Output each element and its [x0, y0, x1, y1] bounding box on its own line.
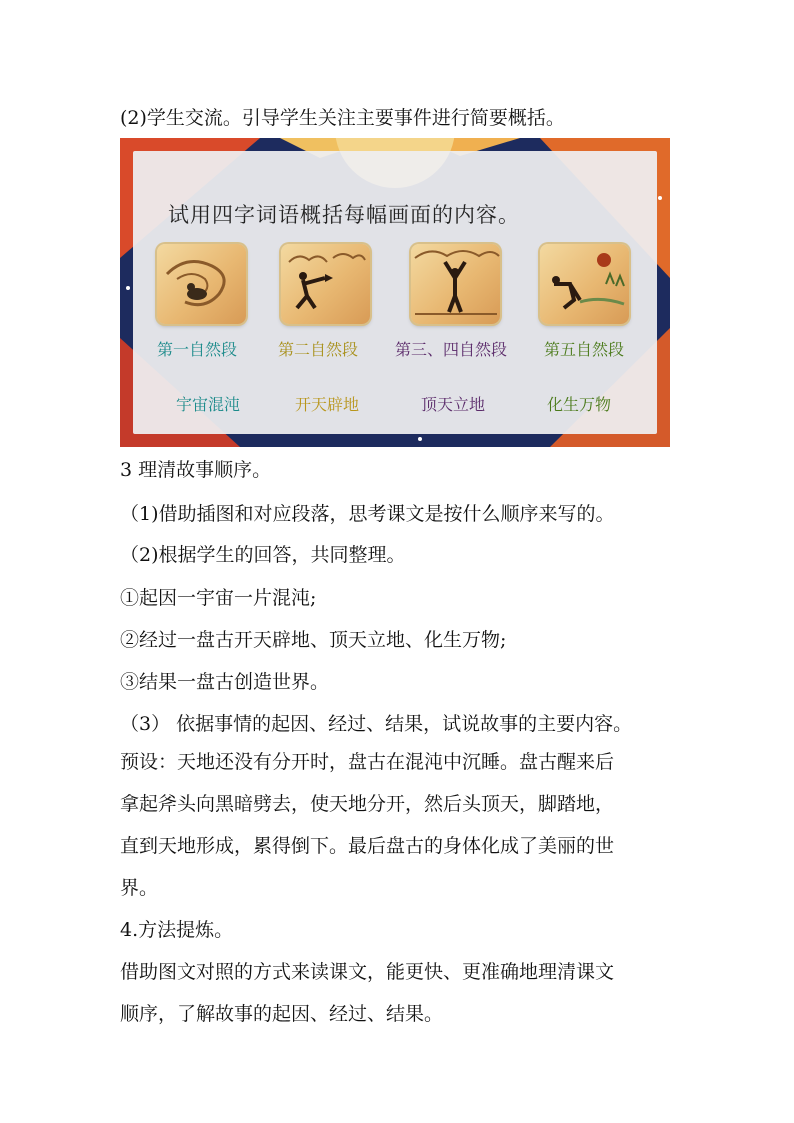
illustration-split [281, 244, 370, 324]
paragraph-label-2: 第二自然段 [278, 340, 359, 359]
text-line-10: 拿起斧头向黑暗劈去，使天地分开，然后头顶天，脚踏地， [120, 793, 615, 815]
slide-panel [133, 151, 657, 434]
text-line-5: ①起因一宇宙一片混沌; [120, 587, 317, 609]
text-line-13: 4.方法提炼。 [120, 919, 234, 941]
text-line-15: 顺序，了解故事的起因、经过、结果。 [120, 1003, 444, 1025]
paragraph-label-1: 第一自然段 [157, 340, 238, 359]
text-line-6: ②经过一盘古开天辟地、顶天立地、化生万物; [120, 629, 507, 651]
phrase-1: 宇宙混沌 [176, 395, 241, 414]
slide-image [120, 138, 670, 447]
illustration-chaos [157, 244, 246, 324]
text-line-4: （2)根据学生的回答，共同整理。 [120, 544, 406, 566]
paragraph-label-4: 第五自然段 [544, 340, 625, 359]
text-line-11: 直到天地形成，累得倒下。最后盘古的身体化成了美丽的世 [120, 835, 615, 857]
illustration-transform [540, 244, 629, 324]
phrase-2: 开天辟地 [295, 395, 360, 414]
text-line-12: 界。 [120, 877, 159, 899]
phrase-3: 顶天立地 [421, 395, 486, 414]
text-line-7: ③结果一盘古创造世界。 [120, 671, 330, 693]
text-line-9: 预设：天地还没有分开时，盘古在混沌中沉睡。盘古醒来后 [120, 751, 615, 773]
text-line-14: 借助图文对照的方式来读课文，能更快、更准确地理清课文 [120, 961, 615, 983]
phrase-4: 化生万物 [547, 395, 612, 414]
text-line-3: （1)借助插图和对应段落，思考课文是按什么顺序来写的。 [120, 503, 615, 525]
text-line-8: （3） 依据事情的起因、经过、结果，试说故事的主要内容。 [120, 713, 633, 735]
slide-title: 试用四字词语概括每幅画面的内容。 [168, 203, 520, 227]
text-line-2: 3 理清故事顺序。 [120, 459, 272, 481]
paragraph-label-3: 第三、四自然段 [395, 340, 508, 359]
illustration-uphold [411, 244, 500, 324]
text-line-1: (2)学生交流。引导学生关注主要事件进行简要概括。 [120, 107, 565, 129]
